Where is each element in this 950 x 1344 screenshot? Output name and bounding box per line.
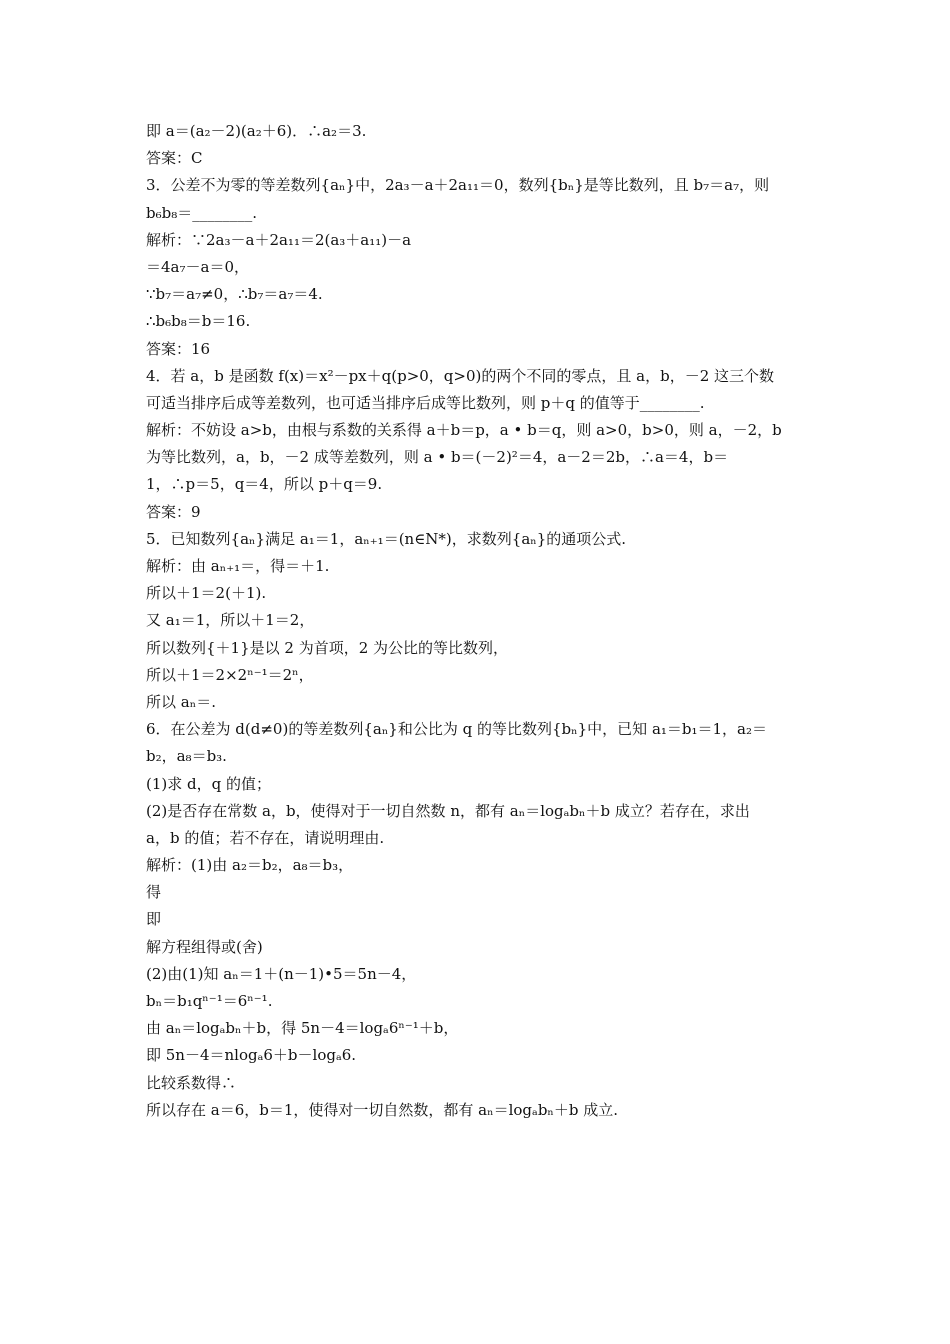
solution-line: 解方程组得或(舍): [146, 937, 263, 956]
solution-line: 即 5n－4＝nlogₐ6＋b－logₐ6.: [146, 1046, 357, 1065]
question-6-part-2: a，b 的值；若不存在，请说明理由.: [146, 828, 385, 847]
solution-line: 为等比数列，a，b，－2 成等差数列，则 a • b＝(－2)²＝4，a－2＝2b，∴a＝4，b＝: [146, 448, 729, 467]
question-6-part-2: (2)是否存在常数 a，b，使得对于一切自然数 n，都有 aₙ＝logₐbₙ＋b 成立？若存在，求出: [146, 801, 750, 820]
answer-line: 答案：C: [146, 149, 203, 168]
solution-line: ∴b₆b₈＝b＝16.: [146, 312, 251, 331]
question-4-line: 可适当排序后成等差数列，也可适当排序后成等比数列，则 p＋q 的值等于________.: [146, 393, 705, 412]
solution-line: 1，∴p＝5，q＝4，所以 p＋q＝9.: [146, 475, 383, 494]
solution-line: 又 a₁＝1，所以＋1＝2，: [146, 611, 315, 630]
question-6-line: 6．在公差为 d(d≠0)的等差数列{aₙ}和公比为 q 的等比数列{bₙ}中，已知 a₁＝b₁＝1，a₂＝: [146, 720, 768, 739]
solution-line: 所以数列{＋1}是以 2 为首项，2 为公比的等比数列，: [146, 638, 509, 657]
text-line: 即 a＝(a₂－2)(a₂＋6)．∴a₂＝3.: [146, 122, 367, 140]
answer-line: 答案：16: [146, 339, 211, 358]
solution-line: 由 aₙ＝logₐbₙ＋b，得 5n－4＝logₐ6ⁿ⁻¹＋b，: [146, 1019, 459, 1038]
solution-line: 得: [146, 883, 162, 902]
question-4-line: 4．若 a，b 是函数 f(x)＝x²－px＋q(p>0，q>0)的两个不同的零点，且 a，b，－2 这三个数: [146, 366, 775, 385]
solution-line: 解析：由 aₙ₊₁＝，得＝＋1.: [146, 557, 330, 575]
solution-line: 比较系数得∴: [146, 1073, 237, 1092]
solution-line: ＝4a₇－a＝0，: [146, 257, 249, 276]
solution-line: 所以＋1＝2×2ⁿ⁻¹＝2ⁿ，: [146, 665, 314, 684]
question-3-line: 3．公差不为零的等差数列{aₙ}中，2a₃－a＋2a₁₁＝0，数列{bₙ}是等比数列，且 b₇＝a₇，则: [146, 176, 770, 195]
solution-line: 所以＋1＝2(＋1).: [146, 584, 267, 603]
question-6-part-1: (1)求 d，q 的值；: [146, 774, 271, 793]
solution-line: 即: [146, 910, 162, 929]
solution-line: ∵b₇＝a₇≠0，∴b₇＝a₇＝4.: [146, 285, 323, 304]
question-3-line: b₆b₈＝________.: [146, 203, 257, 222]
question-5-line: 5．已知数列{aₙ}满足 a₁＝1，aₙ₊₁＝(n∈N*)，求数列{aₙ}的通项公式.: [146, 529, 627, 548]
solution-line: 解析：(1)由 a₂＝b₂，a₈＝b₃，: [146, 856, 354, 875]
solution-line: bₙ＝b₁qⁿ⁻¹＝6ⁿ⁻¹.: [146, 992, 273, 1010]
solution-line: 所以 aₙ＝.: [146, 692, 216, 711]
document-body: [146, 118, 816, 1124]
question-6-line: b₂，a₈＝b₃.: [146, 747, 227, 766]
solution-line: 所以存在 a＝6，b＝1，使得对一切自然数，都有 aₙ＝logₐbₙ＋b 成立.: [146, 1100, 619, 1119]
solution-line: 解析：∵2a₃－a＋2a₁₁＝2(a₃＋a₁₁)－a: [146, 230, 412, 249]
answer-line: 答案：9: [146, 502, 201, 521]
solution-line: 解析：不妨设 a>b，由根与系数的关系得 a＋b＝p，a • b＝q，则 a>0，b>0，则 a，－2，b: [146, 421, 782, 440]
solution-line: (2)由(1)知 aₙ＝1＋(n－1)•5＝5n－4，: [146, 964, 417, 983]
